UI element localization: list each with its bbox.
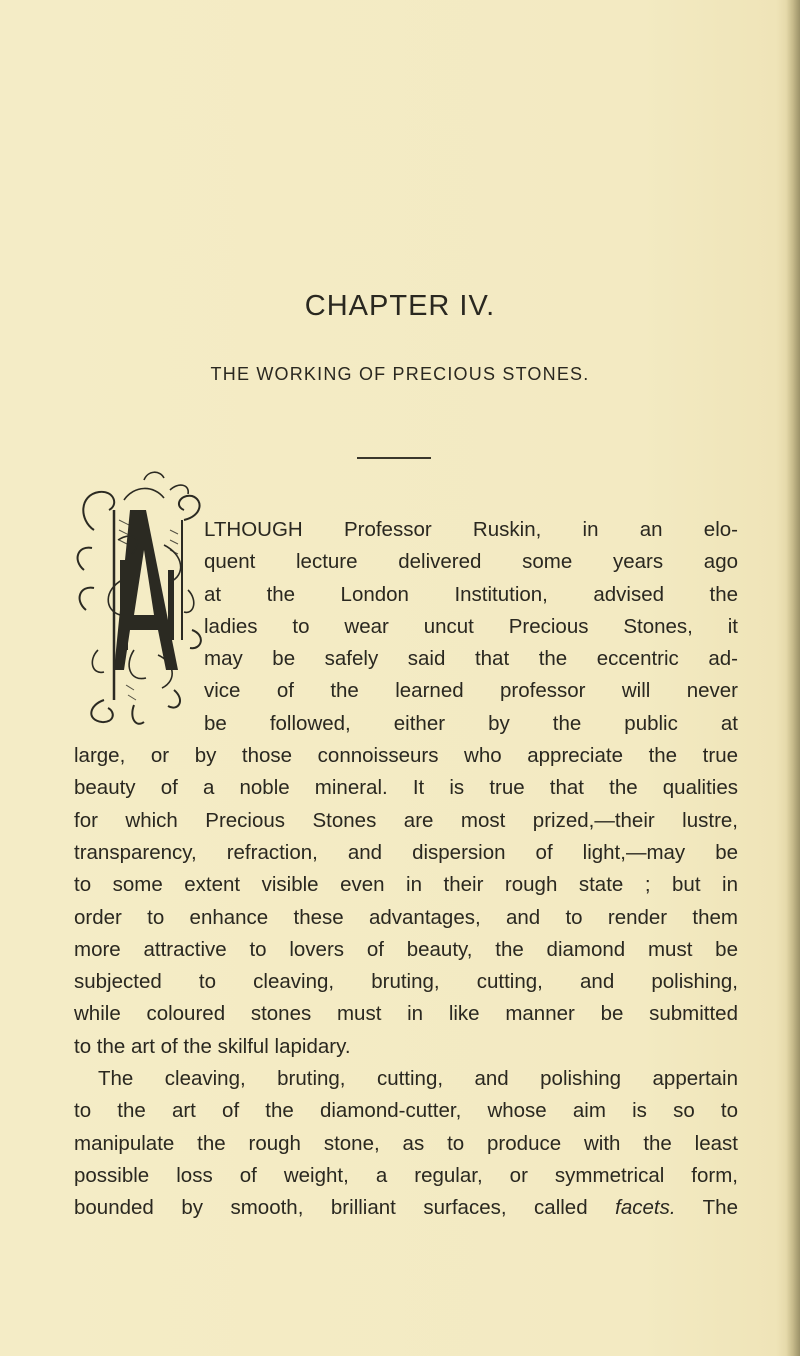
chapter-heading: CHAPTER IV. [304, 290, 496, 322]
text-line: manipulate the rough stone, as to produce with the least [74, 1131, 738, 1155]
text-line-last [74, 1192, 738, 1224]
text-line: The cleaving, bruting, cutting, and polishing appertain [98, 1067, 738, 1091]
text-line: vice of the learned professor will never [204, 679, 738, 703]
text-line: order to enhance these advantages, and to render them [74, 905, 738, 929]
text-line: LTHOUGH Professor Ruskin, in an elo- [204, 518, 738, 541]
text-segment: The [702, 1196, 738, 1220]
text-line: beauty of a noble mineral. It is true that the qualities [74, 776, 738, 800]
text-line: at the London Institution, advised the [204, 582, 738, 606]
text-line: to some extent visible even in their rough state ; but in [74, 873, 738, 897]
body-text [74, 514, 738, 1225]
text-line: for which Precious Stones are most prized,—their lustre, [74, 808, 738, 832]
italic-term: facets. [615, 1196, 676, 1220]
text-line: ladies to wear uncut Precious Stones, it [204, 614, 738, 638]
page-edge-shadow [786, 0, 800, 1356]
text-line: while coloured stones must in like manner be submitted [74, 1002, 738, 1026]
text-line: transparency, refraction, and dispersion of light,—may be [74, 840, 738, 864]
chapter-title: THE WORKING OF PRECIOUS STONES. [210, 364, 590, 384]
text-line: may be safely said that the eccentric ad- [204, 647, 738, 671]
text-line: to the art of the diamond-cutter, whose aim is so to [74, 1099, 738, 1123]
text-line: to the art of the skilful lapidary. [74, 1034, 351, 1058]
text-line: possible loss of weight, a regular, or symmetrical form, [74, 1163, 738, 1187]
text-line: large, or by those connoisseurs who appreciate the true [74, 744, 738, 768]
text-line: be followed, either by the public at [204, 711, 738, 735]
text-line: more attractive to lovers of beauty, the diamond must be [74, 937, 738, 961]
text-segment: bounded by smooth, brilliant surfaces, called [74, 1196, 588, 1220]
text-line: quent lecture delivered some years ago [204, 550, 738, 574]
text-line: subjected to cleaving, bruting, cutting, and polishing, [74, 970, 738, 994]
title-rule [357, 457, 431, 459]
